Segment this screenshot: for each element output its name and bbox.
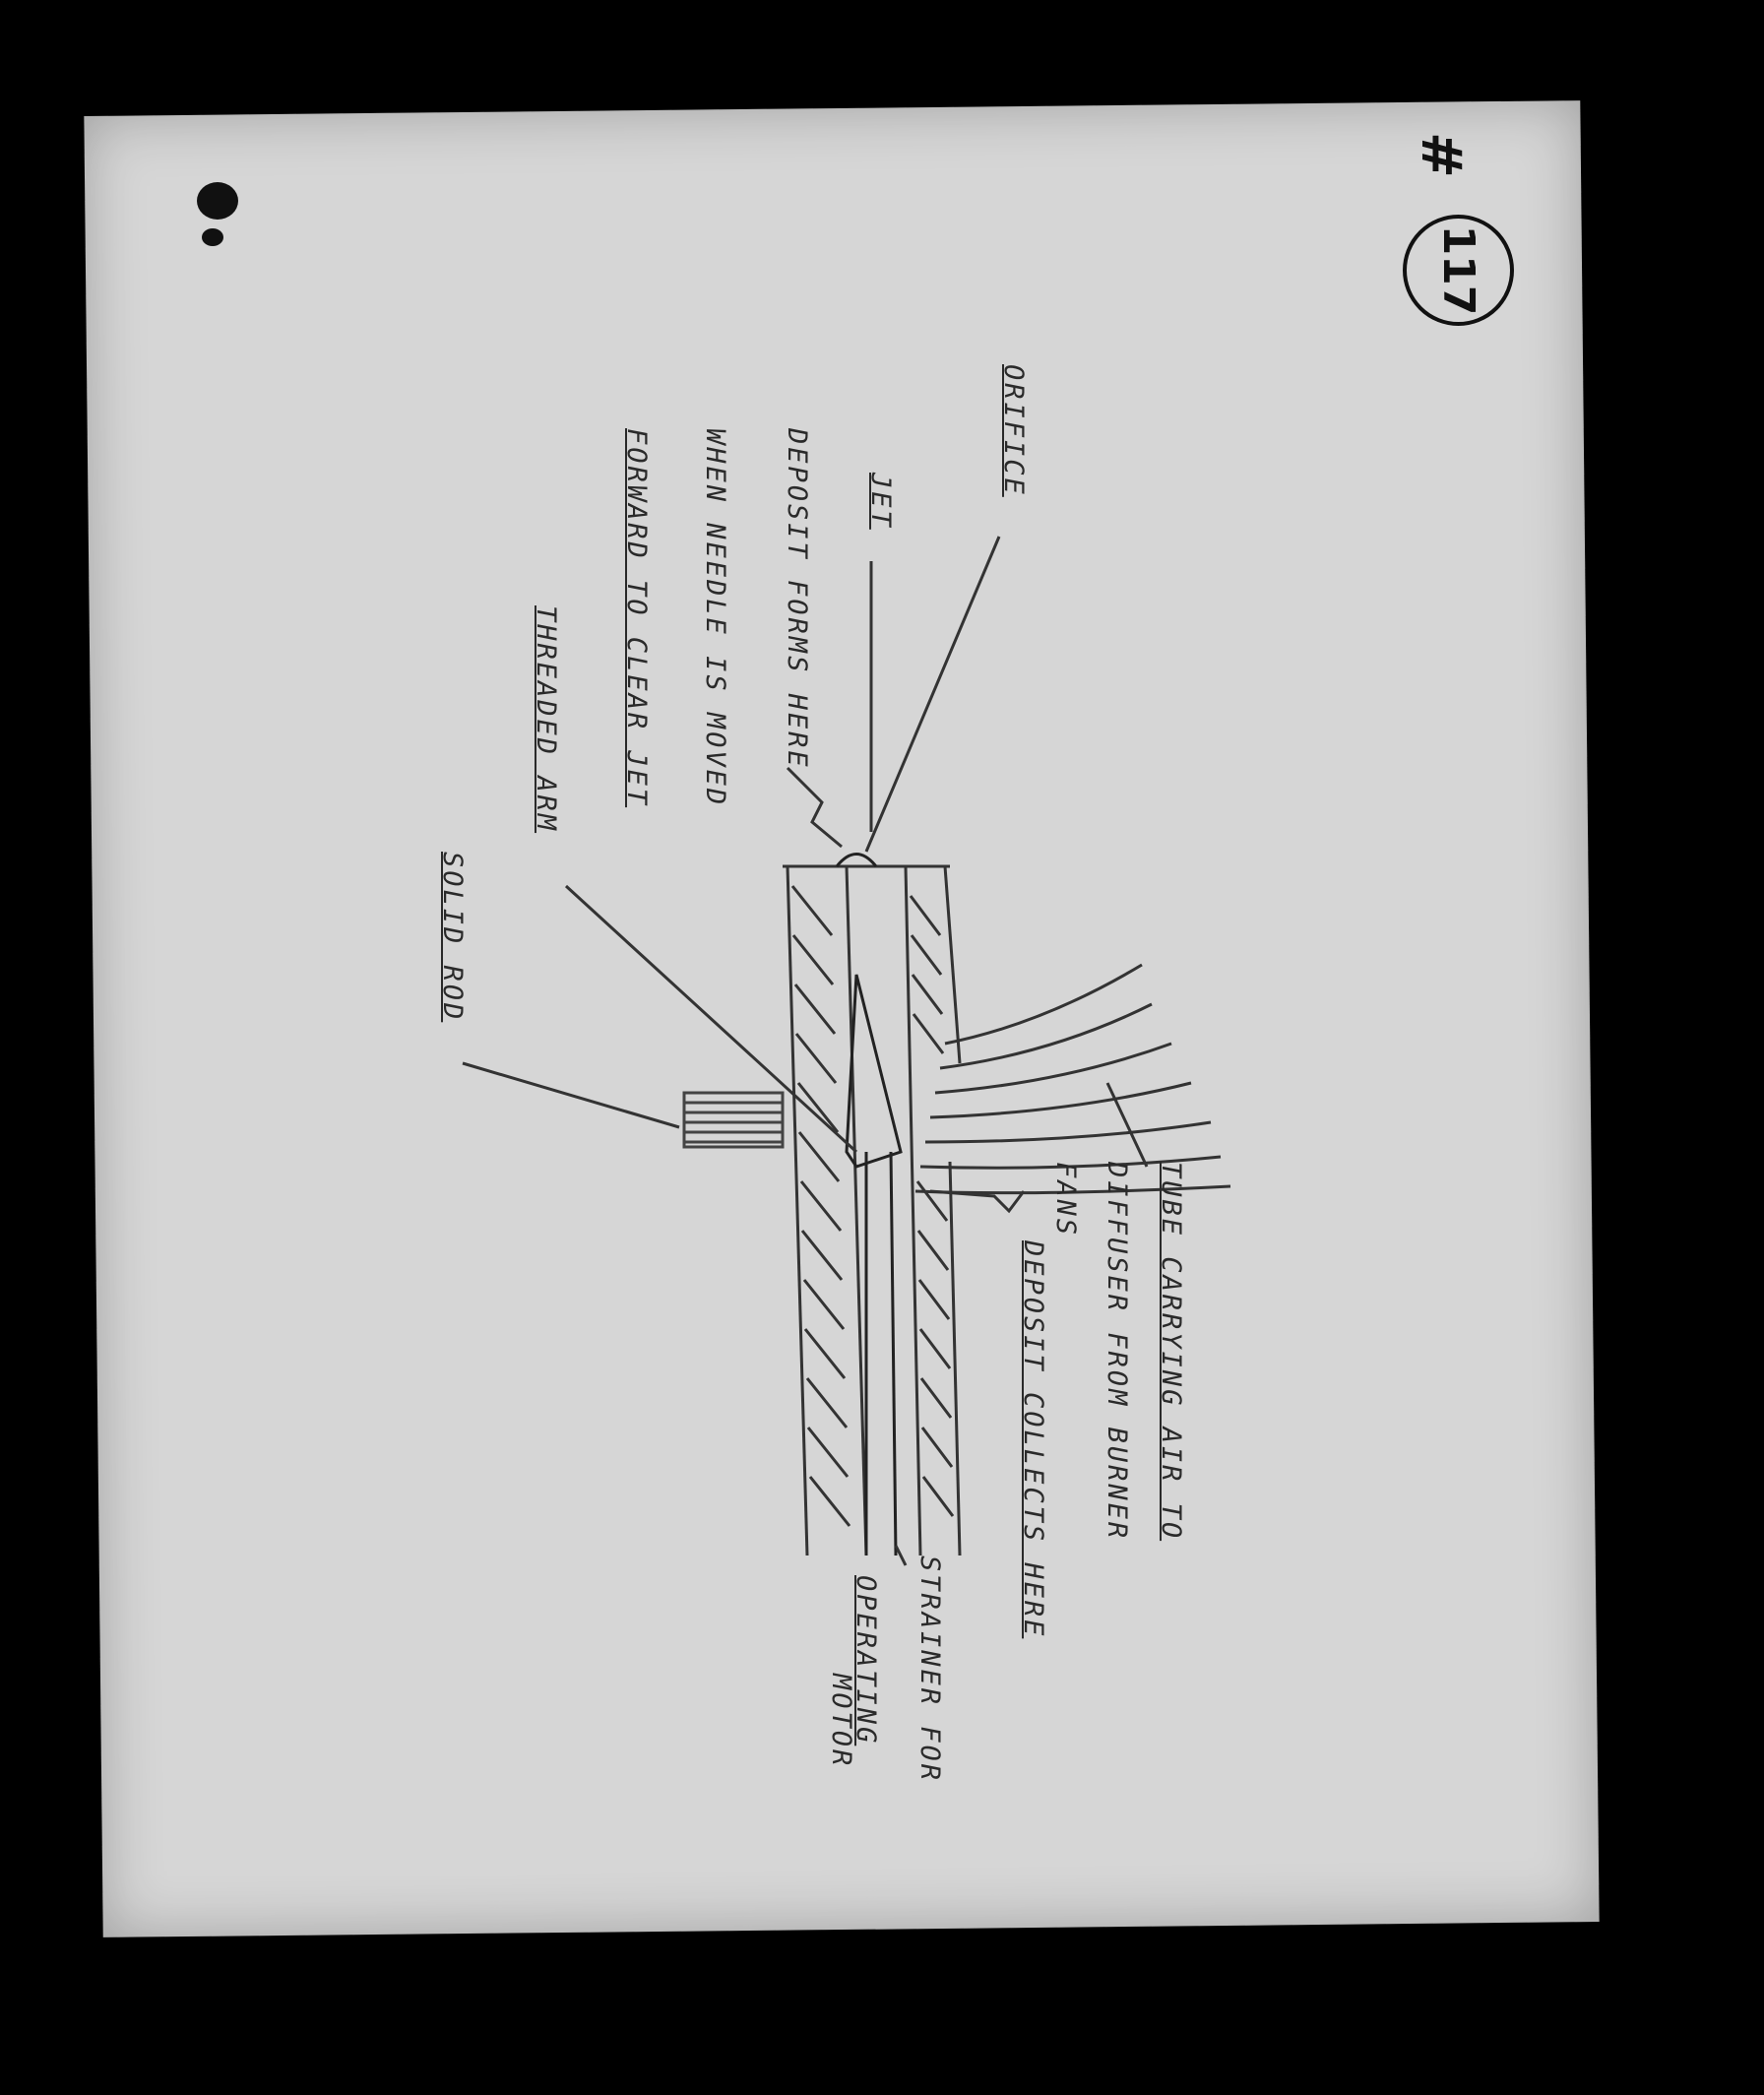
label-strainer-2: OPERATING <box>850 1575 881 1746</box>
label-tube-3: FANS <box>1050 1162 1081 1238</box>
needle-shaft-2 <box>891 1152 896 1555</box>
leader-solid-rod <box>463 1063 679 1127</box>
label-strainer-1: STRAINER FOR <box>914 1555 945 1784</box>
label-threaded-arm: THREADED ARM <box>531 605 561 834</box>
hash-mark: # <box>1408 132 1473 178</box>
leader-strainer <box>896 1546 906 1565</box>
label-deposit-collects: DEPOSIT COLLECTS HERE <box>1018 1240 1048 1639</box>
outer-wall-right-lower <box>950 1162 960 1555</box>
hatch-left <box>792 886 850 1526</box>
tube-fan <box>915 965 1230 1193</box>
leader-deposit-forms <box>788 768 842 847</box>
label-deposit-forms-2: WHEN NEEDLE IS MOVED <box>700 428 730 808</box>
outer-wall-right <box>945 866 960 1063</box>
label-tube-1: TUBE CARRYING AIR TO <box>1156 1162 1186 1542</box>
jet-tip <box>837 855 876 867</box>
page-number: 117 <box>1433 224 1483 316</box>
outer-wall-left <box>788 866 807 1555</box>
label-deposit-forms-3: FORWARD TO CLEAR JET <box>621 428 652 808</box>
leader-orifice <box>866 537 999 852</box>
label-strainer-3: MOTOR <box>826 1674 856 1769</box>
inner-wall-right <box>906 866 920 1555</box>
label-deposit-forms-1: DEPOSIT FORMS HERE <box>782 428 812 770</box>
inner-wall-left <box>847 866 866 1555</box>
label-jet: JET <box>865 473 896 530</box>
solid-rod-hatch <box>684 1093 783 1147</box>
label-tube-2: DIFFUSER FROM BURNER <box>1102 1162 1132 1542</box>
label-solid-rod: SOLID ROD <box>437 852 468 1023</box>
label-orifice: ORIFICE <box>998 364 1029 497</box>
